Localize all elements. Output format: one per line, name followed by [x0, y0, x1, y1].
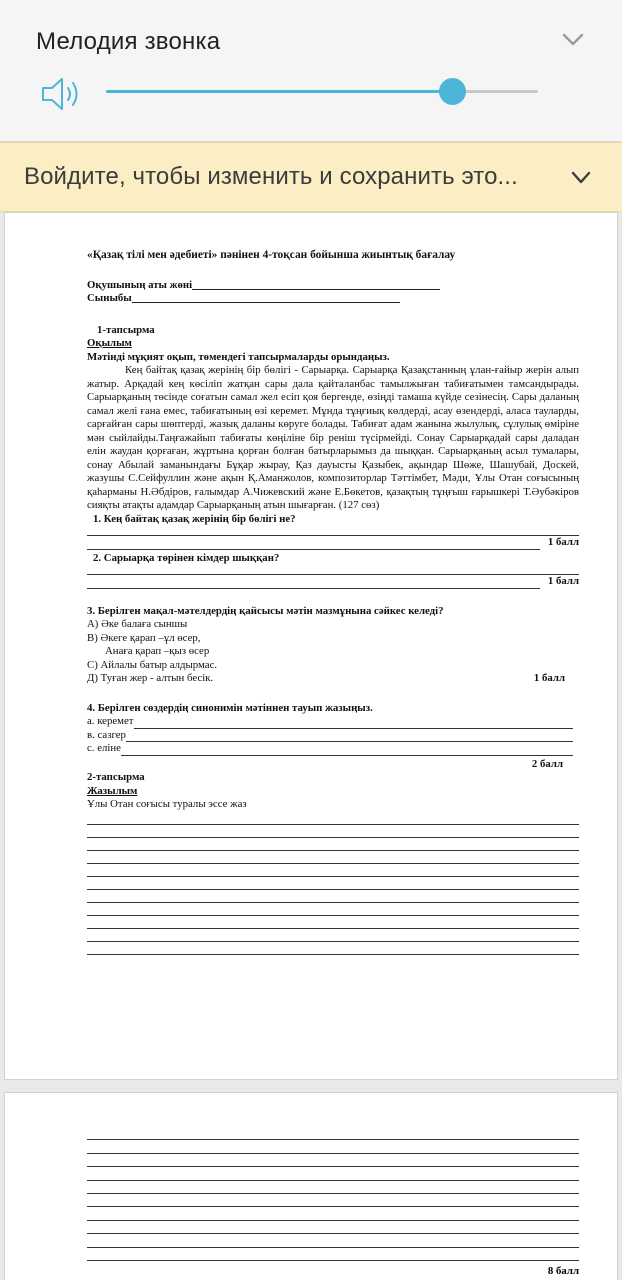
task2-subheading: Жазылым — [87, 784, 138, 797]
answer-line — [134, 719, 574, 729]
document-page-2 — [4, 1092, 618, 1280]
q3-last-row — [87, 672, 579, 686]
essay-line — [87, 1221, 579, 1234]
answer-line — [87, 526, 579, 536]
q4-item-row — [87, 729, 579, 743]
question-1: 1. Кең байтақ қазақ жерінің бір бөлігі не? — [93, 512, 296, 525]
question-4: 4. Берілген сөздердің синонимін мәтіннен тауып жазыңыз. — [87, 701, 373, 714]
q4-item: с. еліне — [87, 742, 121, 754]
task1-heading: 1-тапсырма — [97, 323, 155, 336]
answer-line — [87, 540, 540, 550]
question-3: 3. Берілген мақал-мәтелдердің қайсысы мәтін мазмұнына сәйкес келеді? — [87, 604, 444, 617]
q3-option: Д) Туған жер - алтын бесік. — [87, 672, 214, 684]
answer-line — [126, 732, 573, 742]
essay-line — [87, 1234, 579, 1247]
student-name-blank — [192, 279, 440, 290]
essay-line — [87, 929, 579, 942]
answer-line-row — [87, 575, 579, 589]
task2-prompt: Ұлы Отан соғысы туралы эссе жаз — [87, 798, 247, 810]
essay-line — [87, 1154, 579, 1167]
essay-line — [87, 1140, 579, 1153]
ringtone-title: Мелодия звонка — [36, 28, 221, 55]
essay-line — [87, 1207, 579, 1220]
volume-slider-fill — [106, 90, 452, 93]
chevron-down-icon[interactable] — [561, 30, 585, 50]
class-label: Сыныбы — [87, 292, 132, 304]
essay-line — [87, 1248, 579, 1261]
essay-line — [87, 890, 579, 903]
q1-score: 1 балл — [547, 536, 579, 548]
essay-line — [87, 1181, 579, 1194]
volume-slider-thumb[interactable] — [439, 78, 466, 105]
essay-lines-continued — [87, 1127, 579, 1277]
q3-score: 1 балл — [533, 672, 565, 684]
q4-item-row — [87, 742, 579, 756]
q4-item-row — [87, 715, 579, 729]
essay-line — [87, 1167, 579, 1180]
signin-banner[interactable] — [0, 142, 622, 212]
task2-score: 8 балл — [547, 1264, 579, 1277]
answer-line — [121, 746, 573, 756]
q4-score: 2 балл — [531, 757, 563, 770]
essay-line — [87, 838, 579, 851]
reading-text: Кең байтақ қазақ жерінің бір бөлігі - Сарыарқа. Сарыарқа Қазақстанның ұлан-ғайыр жерін алып жатыр. Арқадай кең көсіліп жатқан сары дала қайталанбас тамылжыған табиғатымен тамсандырады. Сарыарқаның төсінде соғатын самал жел есіп қоя бергенде, өзіңді тамаша күйде сезінесің. Сары даланың самал желі ғана емес, табиғатының өзі керемет. Мұнда тұңғиық көлдерді, асау өзендерді, аласа тауларды, сарғайған сары шөптерді, жазық даланы көруге болады. Табиғат адам жанына жылулық, сұлулық өміріне мән сыйлайды.Таңғажайып табиғаты көңіліне бір реніш түсірмейді. Сонау Сарыарқадай сары даладан елін жаудан қорғаған, жұртына қорған болған батырларымыз да шыққан. Сарыарқаның асыл тумалары, сонау Абылай заманындағы Бұқар жырау, Қаз дауысты Қазыбек, ақындар Шөже, Шашубай, Доскей, жазушы С.Сейфуллин және ақын Қ.Аманжолов, композиторлар Тәттімбет, Мәди, Ұлы Отан соғысының қаһарманы Н.Әбдіров, ғалымдар А.Чижевский және Е.Бөкетов, қазақтың тұңғыш ғарышкері Т.Әубәкіров сияқты атақты адамдар Сарыарқаның атын шығарған. (127 сөз) — [87, 364, 579, 511]
class-line — [87, 292, 579, 306]
essay-line — [87, 1127, 579, 1140]
student-name-label: Оқушының аты жөні — [87, 278, 193, 291]
document-content — [87, 249, 579, 955]
q2-score: 1 балл — [547, 575, 579, 587]
student-name-line — [87, 279, 579, 293]
document-page-1 — [4, 212, 618, 1080]
speaker-volume-icon[interactable] — [40, 74, 82, 114]
signin-banner-text: Войдите, чтобы изменить и сохранить это... — [24, 163, 518, 190]
document-title: «Қазақ тілі мен әдебиеті» пәнінен 4-тоқсан бойынша жиынтық бағалау — [87, 249, 456, 261]
essay-line — [87, 851, 579, 864]
q4-item: в. сазгер — [87, 728, 126, 741]
essay-line — [87, 825, 579, 838]
task1-subheading: Оқылым — [87, 337, 132, 349]
essay-line — [87, 812, 579, 825]
q3-option: С) Айлалы батыр алдырмас. — [87, 658, 218, 671]
chevron-down-icon[interactable] — [570, 169, 592, 187]
task2-heading: 2-тапсырма — [87, 771, 145, 783]
q3-option: Анаға қарап –қыз өсер — [105, 645, 210, 657]
essay-line — [87, 942, 579, 955]
q3-option: В) Әкеге қарап –ұл өсер, — [87, 631, 201, 644]
essay-line — [87, 903, 579, 916]
question-2: 2. Сарыарқа төрінен кімдер шыққан? — [93, 551, 280, 564]
answer-line-row — [87, 536, 579, 550]
q4-item: а. керемет — [87, 715, 134, 727]
essay-line — [87, 916, 579, 929]
essay-lines — [87, 812, 579, 955]
q3-option: А) Әке балаға сыншы — [87, 618, 188, 630]
ringtone-panel — [0, 0, 622, 142]
volume-slider[interactable] — [106, 90, 538, 93]
essay-line — [87, 877, 579, 890]
essay-line — [87, 864, 579, 877]
task1-instruction: Мәтінді мұқият оқып, төмендегі тапсырмаларды орындаңыз. — [87, 350, 390, 363]
essay-line — [87, 1194, 579, 1207]
class-blank — [132, 292, 400, 303]
answer-line — [87, 565, 579, 575]
answer-line — [87, 579, 540, 589]
